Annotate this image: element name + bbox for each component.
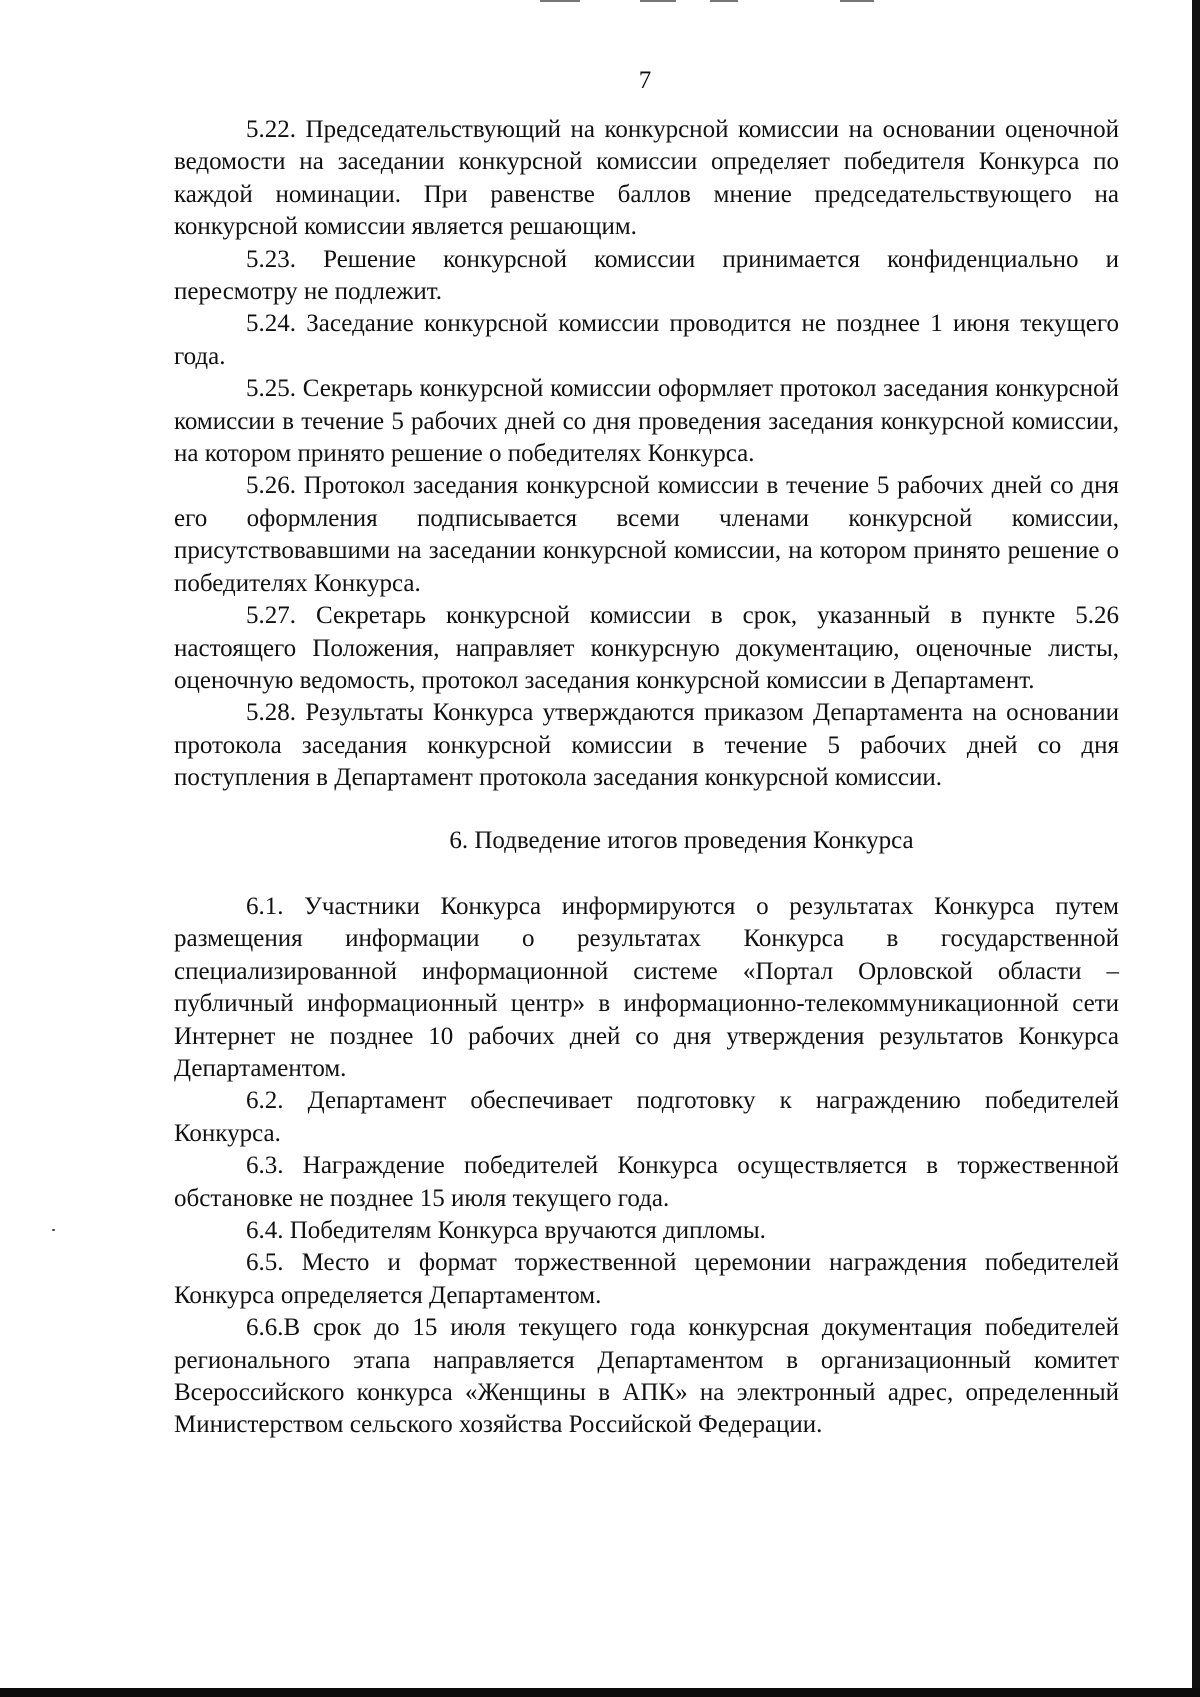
paragraph-5-27: 5.27. Секретарь конкурсной комиссии в срок, указанный в пункте 5.26 настоящего Положения, направляет конкурсную документацию, оценочные листы, оценочную ведомость, протокол заседания конкурсной комиссии в Департамент. (174, 602, 1119, 694)
scan-top-marks (540, 0, 920, 3)
paragraph-5-28: 5.28. Результаты Конкурса утверждаются приказом Департамента на основании протокола заседания конкурсной комиссии в течение 5 рабочих дней со дня поступления в Департамент протокола заседания конкурсной комиссии. (174, 699, 1119, 792)
paragraph-6-2: 6.2. Департамент обеспечивает подготовку к награждению победителей Конкурса. (174, 1087, 1119, 1147)
paragraph-6-4: 6.4. Победителям Конкурса вручаются дипломы. (246, 1217, 766, 1244)
paragraph-5-25: 5.25. Секретарь конкурсной комиссии оформляет протокол заседания конкурсной комиссии в течение 5 рабочих дней со дня проведения заседания конкурсной комиссии, на котором принято решение о победителях Конкурса. (174, 375, 1119, 468)
paragraph-5-23: 5.23. Решение конкурсной комиссии принимается конфиденциально и пересмотру не подлежит. (174, 245, 1119, 306)
paragraph-5-22: 5.22. Председательствующий на конкурсной комиссии на основании оценочной ведомости на заседании конкурсной комиссии определяет победителя Конкурса по каждой номинации. При равенстве баллов мнение председательствующего на конкурсной комиссии является решающим. (174, 116, 1119, 241)
paragraph-5-24: 5.24. Заседание конкурсной комиссии проводится не позднее 1 июня текущего года. (174, 310, 1119, 370)
scan-right-edge (1192, 0, 1200, 1697)
scan-dust-mark (52, 1229, 55, 1231)
scan-bottom-edge (0, 1688, 1200, 1697)
section-6-heading: 6. Подведение итогов проведения Конкурса (449, 826, 914, 854)
paragraph-6-5: 6.5. Место и формат торжественной церемонии награждения победителей Конкурса определяется Департаментом. (174, 1249, 1119, 1309)
paragraph-6-6: 6.6.В срок до 15 июля текущего года конкурсная документация победителей регионального этапа направляется Департаментом в организационный комитет Всероссийского конкурса «Женщины в АПК» на электронный адрес, определенный Министерством сельского хозяйства Российской Федерации. (174, 1314, 1119, 1439)
paragraph-6-1: 6.1. Участники Конкурса информируются о результатах Конкурса путем размещения информации о результатах Конкурса в государственной специализированной информационной системе «Портал Орловской области – публичный информационный центр» в информационно-телекоммуникационной сети Интернет не позднее 10 рабочих дней со дня утверждения результатов Конкурса Департаментом. (174, 892, 1119, 1082)
paragraph-6-3: 6.3. Награждение победителей Конкурса осуществляется в торжественной обстановке не позднее 15 июля текущего года. (174, 1152, 1119, 1212)
paragraph-5-26: 5.26. Протокол заседания конкурсной комиссии в течение 5 рабочих дней со дня его оформления подписывается всеми членами конкурсной комиссии, присутствовавшими на заседании конкурсной комиссии, на котором принято решение о победителях Конкурса. (174, 472, 1119, 597)
page-number: 7 (638, 67, 652, 94)
document-body (174, 114, 1119, 1442)
